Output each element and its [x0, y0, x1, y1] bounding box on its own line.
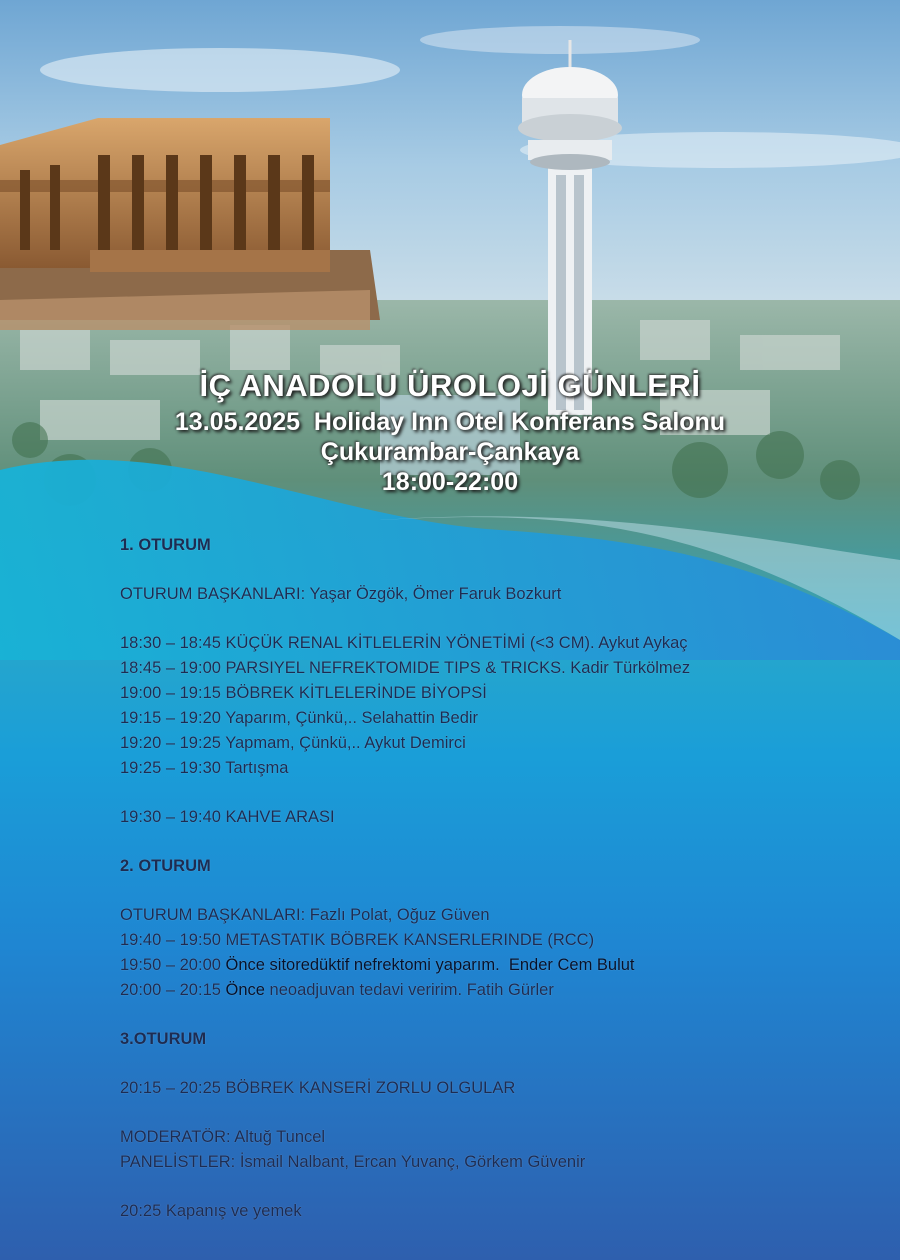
cloud [40, 48, 400, 92]
session-2-heading: 2. OTURUM [120, 857, 211, 875]
session-3-talk: 20:15 – 20:25 BÖBREK KANSERİ ZORLU OLGULAR [120, 1079, 516, 1097]
session-1-heading: 1. OTURUM [120, 536, 211, 554]
session-3-moderator: MODERATÖR: Altuğ Tuncel [120, 1128, 326, 1146]
session-2-talk [120, 978, 880, 1003]
session-1-talk: 19:00 – 19:15 BÖBREK KİTLELERİNDE BİYOPSİ [120, 684, 487, 702]
talk-time: 19:50 – 20:00 [120, 956, 226, 974]
session-1-talk: 18:30 – 18:45 KÜÇÜK RENAL KİTLELERİN YÖNETİMİ (<3 CM). Aykut Aykaç [120, 634, 688, 652]
talk-text: Önce sitoredüktif nefrektomi yaparım. Ender Cem Bulut [225, 956, 635, 974]
event-title: İÇ ANADOLU ÜROLOJİ GÜNLERİ [199, 368, 701, 403]
session-1-chairs: OTURUM BAŞKANLARI: Yaşar Özgök, Ömer Faruk Bozkurt [120, 585, 562, 603]
program-schedule [120, 533, 880, 1224]
event-time: 18:00-22:00 [381, 468, 519, 496]
talk-word: Önce [225, 981, 265, 999]
talk-time: 20:00 – 20:15 [120, 981, 226, 999]
event-header [0, 365, 900, 497]
session-3-heading: 3.OTURUM [120, 1030, 207, 1048]
talk-text: neoadjuvan tedavi veririm. Fatih Gürler [264, 981, 554, 999]
coffee-break: 19:30 – 19:40 KAHVE ARASI [120, 808, 335, 826]
cloud [420, 26, 700, 54]
session-3-panelists: PANELİSTLER: İsmail Nalbant, Ercan Yuvanç, Görkem Güvenir [120, 1153, 586, 1171]
session-1-talk: 19:15 – 19:20 Yaparım, Çünkü,.. Selahattin Bedir [120, 709, 479, 727]
session-2-talk: 19:40 – 19:50 METASTATIK BÖBREK KANSERLERINDE (RCC) [120, 931, 595, 949]
session-1-talk: 19:25 – 19:30 Tartışma [120, 759, 289, 777]
session-1-talk: 19:20 – 19:25 Yapmam, Çünkü,.. Aykut Demirci [120, 734, 466, 752]
event-date-venue: 13.05.2025 Holiday Inn Otel Konferans Salonu [174, 408, 726, 436]
session-2-talk [120, 953, 880, 978]
session-2-chairs: OTURUM BAŞKANLARI: Fazlı Polat, Oğuz Güven [120, 906, 490, 924]
anitkabir-illustration [0, 118, 380, 330]
event-location: Çukurambar-Çankaya [320, 438, 580, 466]
session-1-talk: 18:45 – 19:00 PARSIYEL NEFREKTOMIDE TIPS & TRICKS. Kadir Türkölmez [120, 659, 691, 677]
closing-dinner: 20:25 Kapanış ve yemek [120, 1202, 302, 1220]
